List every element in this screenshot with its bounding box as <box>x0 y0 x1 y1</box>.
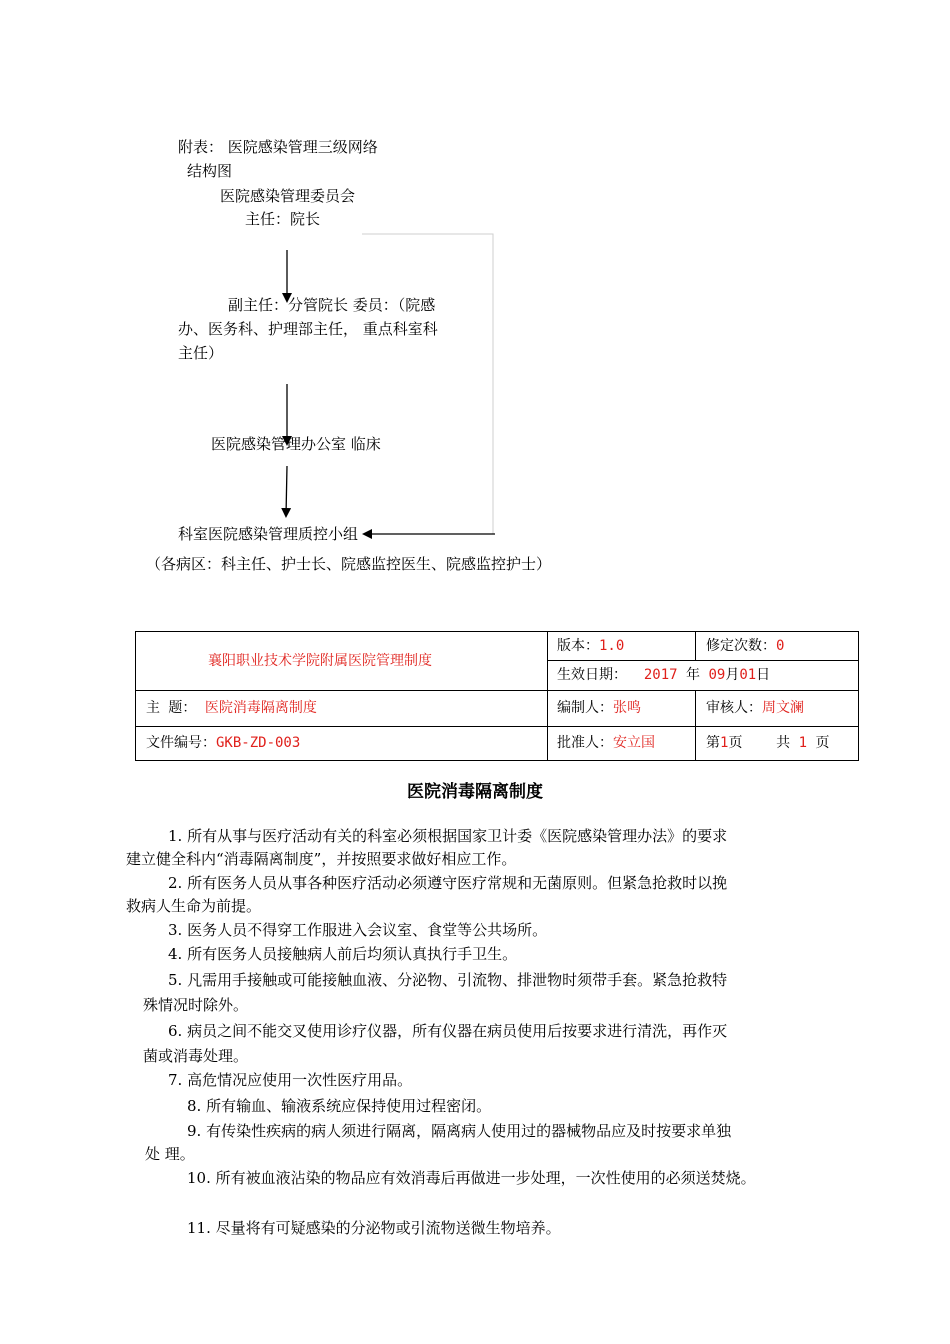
version-value: 1.0 <box>599 638 625 654</box>
reviewer-label: 审核人： <box>706 700 762 716</box>
org-level2-line1: 副主任：分管院长 委员：（院感 <box>228 296 436 314</box>
policy-item-1-cont: 建立健全科内“消毒隔离制度”，并按照要求做好相应工作。 <box>126 850 517 868</box>
policy-item-6-cont: 菌或消毒处理。 <box>143 1047 249 1065</box>
policy-item-7: 7. 高危情况应使用一次性医疗用品。 <box>168 1071 413 1089</box>
reviewer-value: 周文澜 <box>762 700 804 716</box>
effective-month: 09 <box>708 667 726 683</box>
annex-subheading: 结构图 <box>187 162 233 180</box>
annex-heading: 附表： 医院感染管理三级网络 <box>178 138 378 156</box>
bracket-line <box>362 234 493 534</box>
subject-label: 主 题： <box>146 700 197 716</box>
reviewer-field <box>706 701 804 715</box>
revision-field <box>706 639 784 653</box>
effective-year: 2017 <box>643 667 678 683</box>
subject-value: 医院消毒隔离制度 <box>204 700 317 716</box>
policy-item-10: 10. 所有被血液沾染的物品应有效消毒后再做进一步处理，一次性使用的必须送焚烧。 <box>187 1169 756 1187</box>
total-value: 1 <box>798 735 808 751</box>
org-chart-connectors <box>0 0 950 600</box>
author-value: 张鸣 <box>613 700 641 716</box>
version-label: 版本： <box>557 638 599 654</box>
org-level4-members: （各病区：科主任、护士长、院感监控医生、院感监控护士） <box>146 555 552 573</box>
policy-item-11: 11. 尽量将有可疑感染的分泌物或引流物送微生物培养。 <box>187 1219 561 1237</box>
approver-value: 安立国 <box>613 735 655 751</box>
org-level1-title: 医院感染管理委员会 <box>220 187 356 205</box>
doc-number-value: GKB-ZD-003 <box>216 735 301 751</box>
org-level2-line2: 办、医务科、护理部主任， 重点科室科 <box>178 320 438 338</box>
month-char: 月 <box>725 667 740 683</box>
policy-item-8: 8. 所有输血、输液系统应保持使用过程密闭。 <box>187 1097 492 1115</box>
effective-day: 01 <box>739 667 757 683</box>
revision-value: 0 <box>776 638 785 654</box>
revision-label: 修定次数： <box>706 638 776 654</box>
policy-item-5-cont: 殊情况时除外。 <box>143 996 249 1014</box>
policy-item-9-cont: 处 理。 <box>145 1145 195 1163</box>
policy-item-3: 3. 医务人员不得穿工作服进入会议室、食堂等公共场所。 <box>168 921 548 939</box>
policy-title: 医院消毒隔离制度 <box>407 782 543 802</box>
page-suffix: 页 <box>728 735 743 751</box>
policy-item-2: 2. 所有医务人员从事各种医疗活动必须遵守医疗常规和无菌原则。但紧急抢救时以挽 <box>168 874 728 892</box>
policy-item-5: 5. 凡需用手接触或可能接触血液、分泌物、引流物、排泄物时须带手套。紧急抢救特 <box>168 971 728 989</box>
page-count-field <box>706 736 829 750</box>
policy-item-4: 4. 所有医务人员接触病人前后均须认真执行手卫生。 <box>168 945 518 963</box>
org-level2-line3: 主任） <box>178 344 224 362</box>
org-level4: 科室医院感染管理质控小组 <box>178 525 359 543</box>
year-char: 年 <box>686 667 701 683</box>
effective-label: 生效日期： <box>557 667 627 683</box>
institution-name: 襄阳职业技术学院附属医院管理制度 <box>208 653 432 669</box>
policy-item-1: 1. 所有从事与医疗活动有关的科室必须根据国家卫计委《医院感染管理办法》的要求 <box>168 827 728 845</box>
author-field <box>557 701 641 715</box>
approver-field <box>557 736 655 750</box>
author-label: 编制人： <box>557 700 613 716</box>
doc-number-label: 文件编号： <box>146 735 216 751</box>
policy-item-6: 6. 病员之间不能交叉使用诊疗仪器，所有仪器在病员使用后按要求进行清洗，再作灭 <box>168 1022 728 1040</box>
org-level3: 医院感染管理办公室 临床 <box>211 435 381 453</box>
policy-item-9: 9. 有传染性疾病的病人须进行隔离，隔离病人使用过的器械物品应及时按要求单独 <box>187 1122 732 1140</box>
org-level1-director: 主任：院长 <box>245 210 321 228</box>
policy-item-2-cont: 救病人生命为前提。 <box>126 897 262 915</box>
total-prefix: 共 <box>776 735 791 751</box>
approver-label: 批准人： <box>557 735 613 751</box>
subject-field <box>146 701 317 715</box>
page-prefix: 第 <box>706 735 720 751</box>
arrow-level3-to-level4 <box>286 466 287 516</box>
total-suffix: 页 <box>815 735 830 751</box>
version-field <box>557 639 624 653</box>
day-char: 日 <box>756 667 771 683</box>
page-value: 1 <box>720 735 729 751</box>
effective-date-field <box>557 668 770 682</box>
doc-number-field <box>146 736 300 750</box>
